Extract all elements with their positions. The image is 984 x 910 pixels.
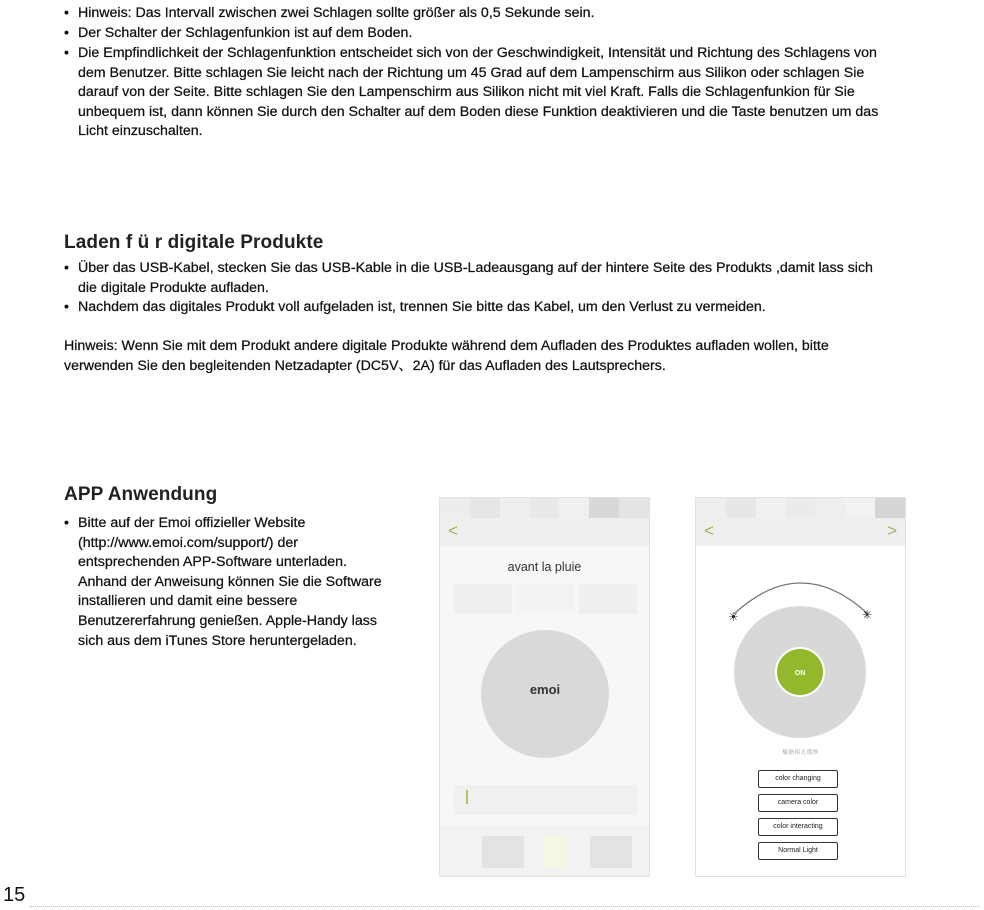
slider-handle[interactable] [466, 790, 468, 804]
app-screenshot-light-control [695, 497, 906, 877]
color-wheel[interactable] [734, 606, 866, 738]
status-bar [440, 498, 649, 518]
tab-settings[interactable] [590, 836, 632, 868]
dim-sun-icon: ☀ [728, 610, 739, 624]
color-changing-button[interactable]: color changing [758, 770, 838, 788]
scene-selector[interactable] [454, 584, 637, 614]
normal-light-button[interactable]: Normal Light [758, 842, 838, 860]
emoi-logo: emoi [529, 682, 561, 697]
mode-caption: 驅動模式選擇 [782, 750, 819, 756]
tab-light[interactable] [482, 836, 524, 868]
navigation-bar [440, 518, 649, 546]
status-bar [696, 498, 905, 518]
tab-music[interactable] [544, 836, 566, 868]
lamp-control-circle[interactable] [481, 630, 609, 758]
navigation-bar [696, 518, 905, 546]
footer-divider [30, 906, 980, 907]
interval-note: • Hinweis: Das Intervall zwischen zwei Schlagen sollte größer als 0,5 Sekunde sein. [64, 4, 894, 24]
app-heading: APP Anwendung [64, 484, 218, 505]
power-on-button[interactable]: ON [775, 647, 825, 697]
usb-charging-bullet: • Über das USB-Kabel, stecken Sie das USB-Kable in die USB-Ladeausgang auf der hintere Seite des Produkts ,damit lass sich die digitale Produkte aufladen. [64, 259, 894, 298]
charging-hint: Hinweis: Wenn Sie mit dem Produkt andere digitale Produkte während dem Aufladen des Produktes aufladen wollen, bitte verwenden Sie den begleitenden Netzadapter (DC5V、2A) für das Aufladen des Lautsprechers. [64, 338, 829, 374]
disconnect-bullet: • Nachdem das digitales Produkt voll aufgeladen ist, trennen Sie bitte das Kabel, um den Verlust zu vermeiden. [64, 298, 894, 318]
back-arrow-icon[interactable]: < [448, 521, 458, 540]
page-number: 15 [3, 884, 26, 906]
brightness-slider[interactable] [454, 785, 637, 815]
switch-note: • Der Schalter der Schlagenfunkion ist auf dem Boden. [64, 24, 894, 44]
back-arrow-icon[interactable]: < [704, 521, 714, 540]
charging-heading: Laden f ü r digitale Produkte [64, 232, 324, 253]
app-download-bullet: • Bitte auf der Emoi offizieller Website (http://www.emoi.com/support/) der entsprechenden APP-Software unterladen. Anhand der Anweisung können Sie die Software installieren und damit eine bessere Benutzererfahrung genießen. Apple-Handy lass sich aus dem iTunes Store heruntergeladen. [64, 514, 394, 651]
sensitivity-note: • Die Empfindlichkeit der Schlagenfunktion entscheidet sich von der Geschwindigkeit, Intensität und Richtung des Schlagens von dem Benutzer. Bitte schlagen Sie leicht nach der Richtung um 45 Grad auf dem Lampenschirm aus Silikon oder schlagen Sie darauf von der Seite. Bitte schlagen Sie den Lampenschirm aus Silikon nicht mit viel Kraft. Falls die Schlagenfunkion für Sie unbequem ist, dann können Sie durch den Schalter auf dem Boden diese Funktion deaktivieren und die Taste benutzen um das Licht einzuschalten. [64, 44, 894, 142]
bright-sun-icon: ✳ [862, 608, 873, 622]
forward-arrow-icon[interactable]: > [887, 521, 897, 540]
camera-color-button[interactable]: camera color [758, 794, 838, 812]
scene-title: avant la pluie [507, 560, 582, 574]
app-screenshot-home [439, 497, 650, 877]
color-interacting-button[interactable]: color interacting [758, 818, 838, 836]
